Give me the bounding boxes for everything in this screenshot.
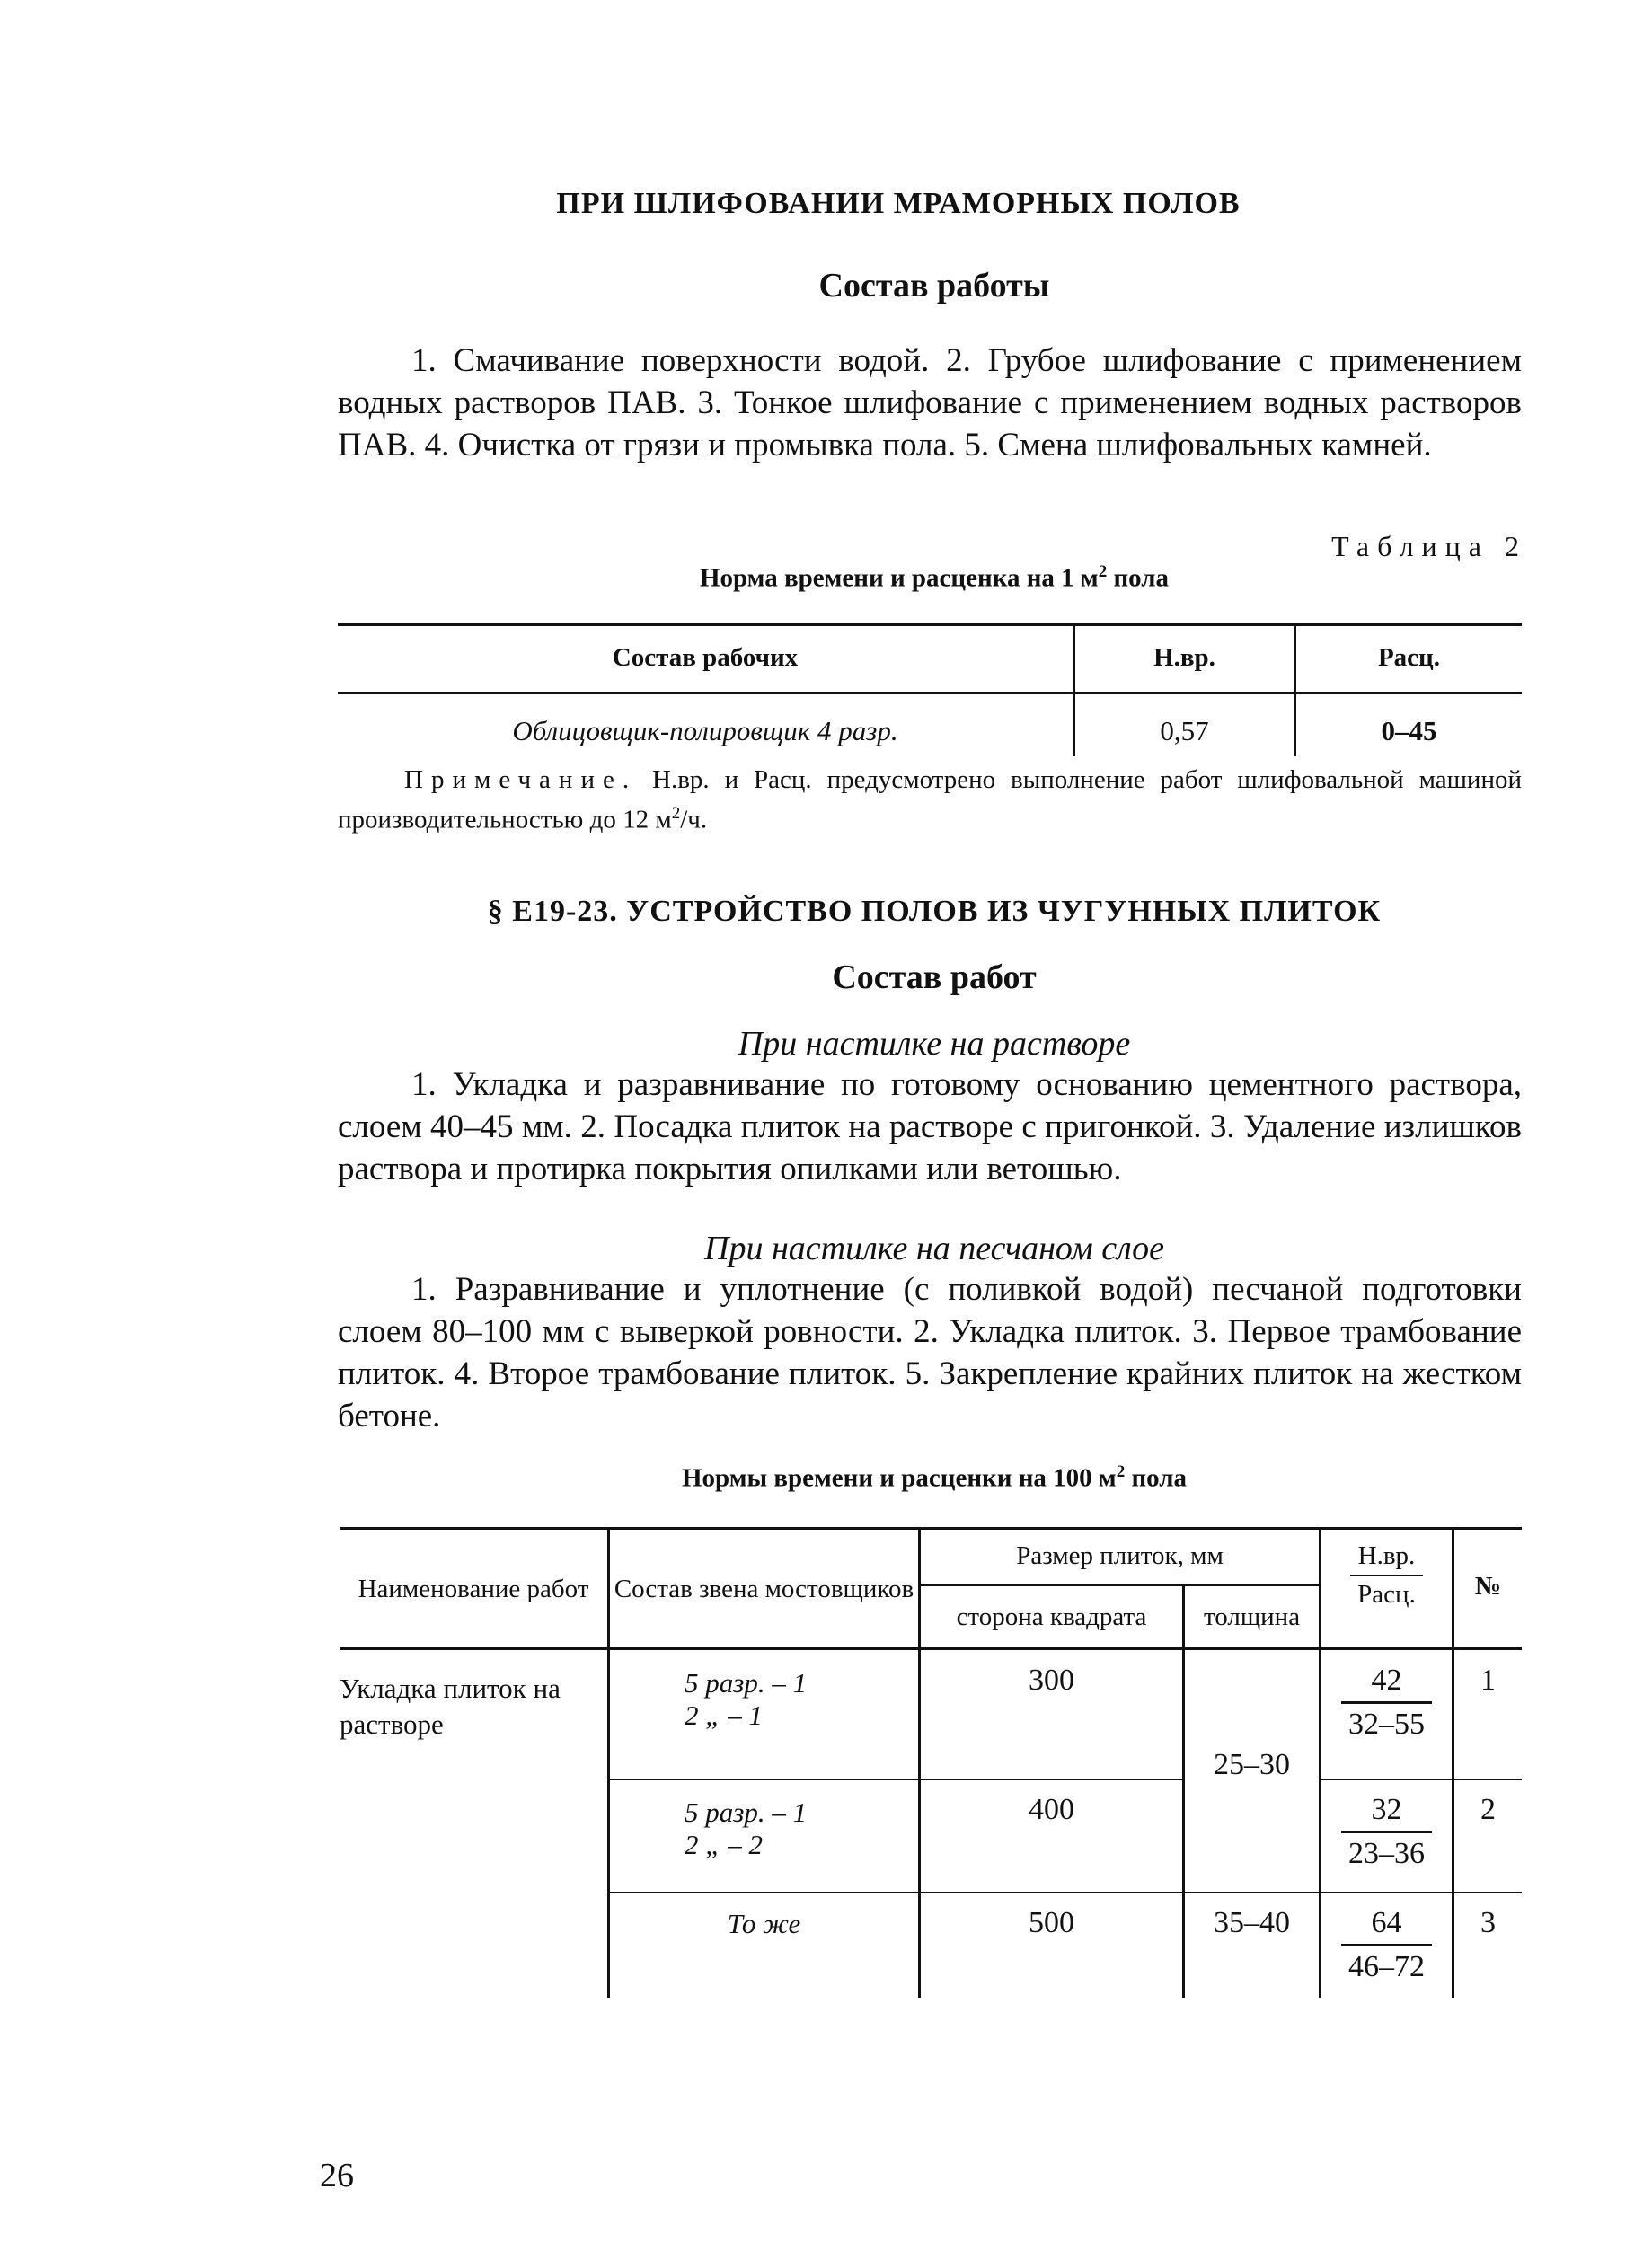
table-title-2-text: Нормы времени и расценки на 100 м [681,1463,1117,1493]
header-crew-composition: Состав звена мостовщиков [614,1575,914,1603]
table-row-2-rate: 23–36 [1348,1837,1425,1870]
table-title-end: пола [1107,563,1170,593]
table-row-2-norm: 32 [1341,1793,1432,1833]
table-row-2-number: 2 [1480,1793,1496,1826]
header-norm-bottom: Расц. [1357,1580,1416,1609]
table-row-1-crew-1: 5 разр. – 1 [685,1667,808,1699]
note-label: Примечание. [404,765,638,794]
table-row-3-norm-rate [1321,1906,1452,1984]
work-composition-text: 1. Смачивание поверхности водой. 2. Грубое шлифование с применением водных растворов ПАВ. 3. Тонкое шлифование с применением водных растворов ПАВ. 4. Очистка от грязи и промывка пола. 5. Смена шлифовальных камней. [338,342,1522,463]
table-title-text: Норма времени и расценка на 1 м [699,563,1099,593]
table-row-1-thickness: 25–30 [1214,1748,1290,1781]
table-row-1-norm-rate [1321,1664,1452,1742]
work-composition-title: Состав работы [818,267,1050,305]
header-norm-top: Н.вр. [1350,1541,1423,1576]
page-number: 26 [320,2157,354,2194]
table-label: Таблица 2 [1331,530,1527,562]
table-row-2-side: 400 [1029,1793,1074,1826]
section-heading-e19-23: § Е19-23. УСТРОЙСТВО ПОЛОВ ИЗ ЧУГУННЫХ ПЛИТОК [487,895,1382,928]
table-title-2-sup: 2 [1116,1462,1126,1481]
table-row-norm: 0,57 [1160,715,1209,746]
table-title-sup: 2 [1098,562,1108,581]
table-row-rate: 0–45 [1381,715,1437,746]
header-work-name: Наименование работ [358,1575,589,1603]
header-norm: Н.вр. [1153,643,1215,672]
table-row-crew: Облицовщик-полировщик 4 разр. [512,715,898,746]
table-title-2-end: пола [1125,1463,1188,1493]
table-row-2-crew-1: 5 разр. – 1 [685,1796,808,1828]
table-row-3-norm: 64 [1341,1906,1432,1946]
note-text: Н.вр. и Расц. предусмотрено выполнение работ шлифовальной машиной производительностью до 12 м [338,765,1522,834]
subsection-title-mortar: При настилке на растворе [738,1025,1131,1063]
header-thickness: толщина [1203,1602,1301,1631]
table-row-3-crew: То же [727,1908,801,1939]
header-norm-rate [1321,1541,1452,1610]
table-row-1-norm: 42 [1341,1664,1432,1704]
table-row-1-crew-2: 2 „ – 1 [685,1699,763,1731]
note-text-end: /ч. [680,805,708,834]
table-row-3-rate: 46–72 [1348,1950,1425,1983]
subsection-text-sand: 1. Разравнивание и уплотнение (с поливкой водой) песчаной подготовки слоем 80–100 мм с выверкой ровности. 2. Укладка плиток. 3. Первое трамбование плиток. 4. Второе трамбование плиток. 5. Закрепление крайних плиток на жестком бетоне. [338,1271,1522,1434]
note-sup: 2 [671,804,681,823]
section-heading: ПРИ ШЛИФОВАНИИ МРАМОРНЫХ ПОЛОВ [556,187,1241,220]
header-rate: Расц. [1377,643,1441,672]
header-tile-size: Размер плиток, мм [1016,1541,1224,1570]
header-square-side: сторона квадрата [956,1602,1147,1631]
table-row-2-norm-rate [1321,1793,1452,1871]
table-row-1-side: 300 [1029,1664,1074,1697]
table-title [341,562,1527,594]
subsection-text-mortar: 1. Укладка и разравнивание по готовому основанию цементного раствора, слоем 40–45 мм. 2. Посадка плиток на растворе с пригонкой. 3. Удаление излишков раствора и протирка покрытия опилками или ветошью. [338,1066,1522,1187]
subsection-title-sand: При настилке на песчаном слое [704,1230,1164,1267]
table-title-2 [341,1462,1527,1494]
table-row-1-rate: 32–55 [1348,1708,1425,1741]
work-name-laying-tiles: Укладка плиток на растворе [340,1673,561,1740]
header-number: № [1474,1572,1502,1601]
table-row-3-thickness: 35–40 [1214,1906,1290,1939]
header-crew: Состав рабочих [612,643,799,672]
table-row-2-crew-2: 2 „ – 2 [685,1829,763,1860]
table-row-3-number: 3 [1480,1906,1496,1939]
table-row-3-side: 500 [1029,1906,1074,1939]
table-row-1-number: 1 [1480,1664,1496,1697]
work-composition-title-2: Состав работ [832,958,1037,996]
table-note [338,764,1522,837]
